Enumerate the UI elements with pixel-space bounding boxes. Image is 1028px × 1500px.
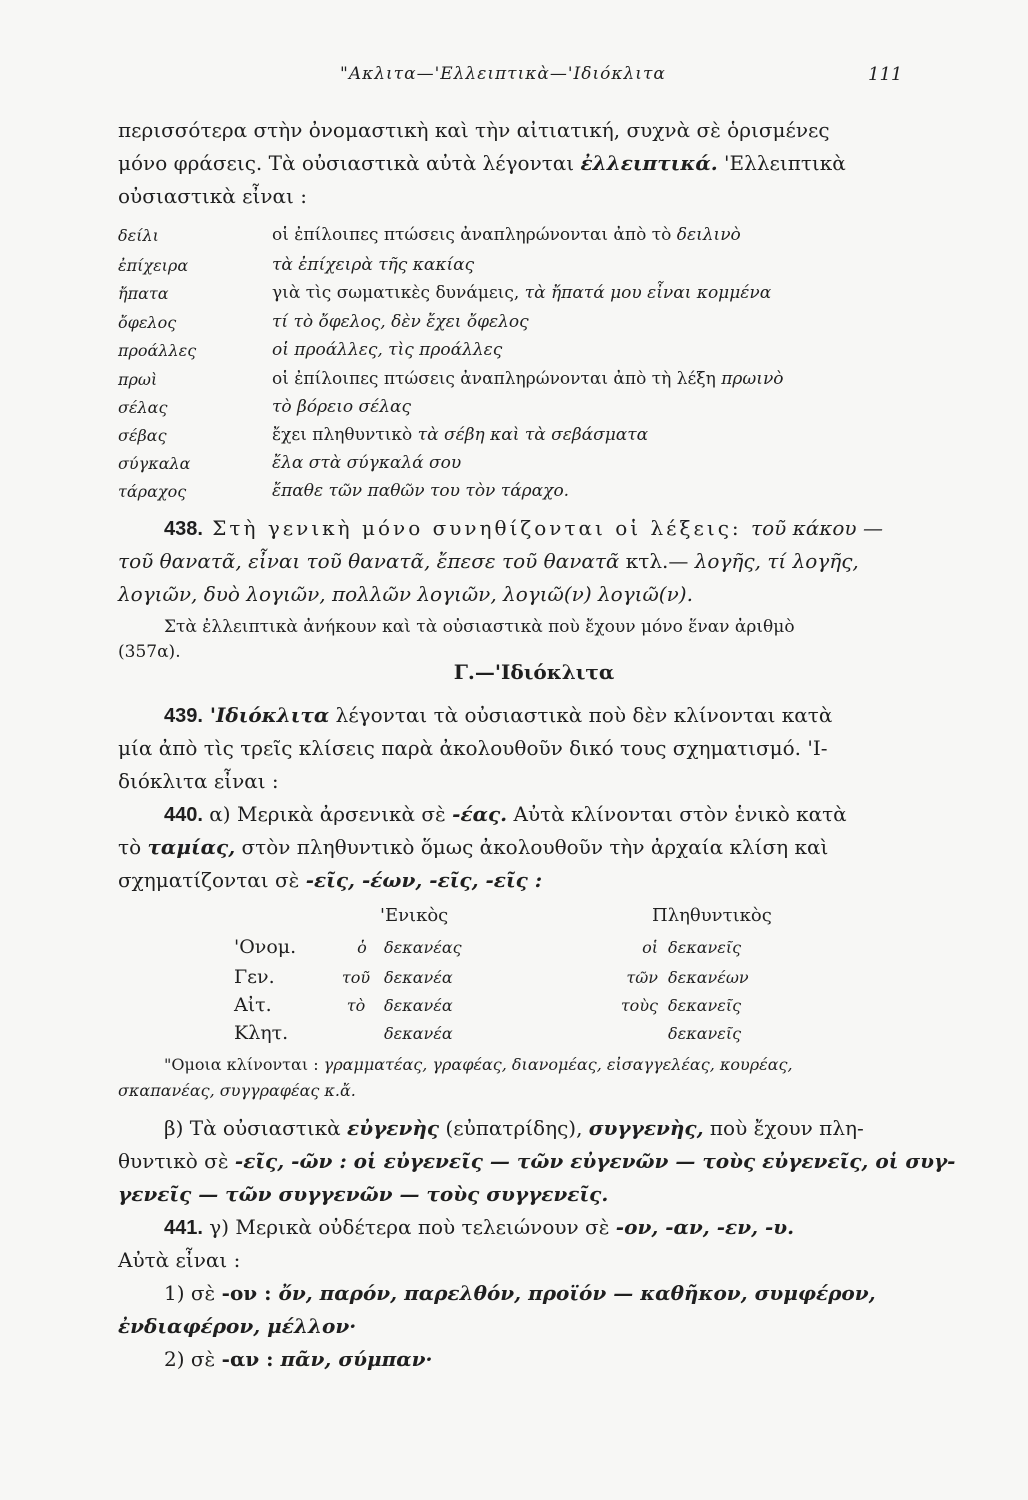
intro-line-3: οὐσιαστικὰ εἶναι :	[118, 184, 307, 208]
p438-text: κτλ.—	[619, 549, 695, 573]
intro-text-cont: 'Ελλειπτικὰ	[717, 151, 846, 175]
paragraph-438-line-2	[118, 549, 859, 573]
declension-pl-form: δεκανεῖς	[668, 938, 742, 957]
list-word: προάλλες	[118, 341, 197, 360]
list-example: ἔπαθε τῶν παθῶν του τὸν τάραχο.	[272, 481, 570, 501]
list-desc	[272, 425, 648, 445]
p441-examples: ὄν, παρόν, παρελθόν, προϊόν — καθῆκον, συμφέρον,	[271, 1281, 876, 1305]
p441-text: γ) Μερικὰ οὐδέτερα ποὺ τελειώνουν σὲ	[202, 1215, 616, 1239]
p440-example: ταμίας,	[147, 835, 236, 859]
declension-sg-form: δεκανέα	[384, 996, 453, 1015]
paragraph-number: 441.	[164, 1217, 203, 1239]
list-word: τάραχος	[118, 482, 187, 501]
declension-case: Γεν.	[234, 966, 275, 988]
list-desc	[272, 283, 771, 303]
list-desc	[272, 481, 569, 501]
p441-examples: πᾶν, σύμπαν·	[273, 1347, 433, 1371]
beta-text: (εὐπατρίδης),	[439, 1116, 589, 1140]
declension-pl-article: τοὺς	[620, 996, 658, 1015]
intro-line-1: περισσότερα στὴν ὀνομαστικὴ καὶ τὴν αἰτιατική, συχνὰ σὲ ὁρισμένες	[118, 118, 830, 142]
list-word: ἤπατα	[118, 284, 169, 303]
paragraph-438-line-4: Στὰ ἐλλειπτικὰ ἀνήκουν καὶ τὰ οὐσιαστικὰ ποὺ ἔχουν μόνο ἕναν ἀριθμὸ	[164, 617, 795, 637]
list-word: σέλας	[118, 398, 168, 417]
beta-text: θυντικὸ σὲ	[118, 1149, 235, 1173]
list-example: τὸ βόρειο σέλας	[272, 397, 412, 417]
list-example: πρωινὸ	[715, 369, 784, 389]
p440-text: τὸ	[118, 835, 148, 859]
similar-line-2: σκαπανέας, συγγραφέας κ.ἄ.	[118, 1081, 356, 1100]
list-example: οἱ προάλλες, τὶς προάλλες	[272, 340, 503, 360]
beta-example: εὐγενὴς	[347, 1116, 440, 1140]
list-desc	[272, 255, 474, 275]
term-elleiptika: ἐλλειπτικά.	[580, 151, 718, 175]
list-desc	[272, 225, 741, 245]
list-desc-text: γιὰ τὶς σωματικὲς δυνάμεις,	[272, 283, 520, 303]
paragraph-441-line-1	[164, 1215, 794, 1240]
paragraph-441-line-3	[164, 1281, 876, 1305]
paragraph-440-line-1	[164, 802, 847, 827]
declension-case: Αἰτ.	[234, 994, 272, 1016]
list-desc-text: ἔχει πληθυντικὸ	[272, 425, 413, 445]
section-title: Γ.—'Ιδιόκλιτα	[453, 660, 615, 684]
declension-pl-article: τῶν	[626, 968, 658, 987]
beta-example: -εῖς, -ῶν : οἱ εὐγενεῖς — τῶν εὐγενῶν — τοὺς εὐγενεῖς, οἱ συγ-	[234, 1149, 956, 1173]
list-example: δειλινὸ	[671, 225, 741, 245]
intro-text: μόνο φράσεις. Τὰ οὐσιαστικὰ αὐτὰ λέγονται	[118, 151, 581, 175]
p441-endings: -ον, -αν, -εν, -υ.	[615, 1215, 795, 1239]
paragraph-number: 440.	[164, 804, 203, 826]
similar-line-1	[164, 1055, 793, 1074]
declension-pl-article: οἱ	[642, 938, 658, 957]
declension-case: 'Ονομ.	[234, 936, 297, 958]
declension-sg-form: δεκανέας	[384, 938, 462, 957]
declension-header-plural: Πληθυντικὸς	[652, 905, 772, 926]
list-desc	[272, 397, 411, 417]
p440-text: σχηματίζονται σὲ	[118, 868, 306, 892]
p439-text: λέγονται τὰ οὐσιαστικὰ ποὺ δὲν κλίνονται κατὰ	[329, 703, 833, 727]
list-desc-text: οἱ ἐπίλοιπες πτώσεις ἀναπληρώνονται ἀπὸ τὴ λέξη	[272, 369, 716, 389]
p438-example: λογῆς, τί λογῆς,	[694, 549, 859, 573]
p438-example: τοῦ κάκου —	[751, 516, 883, 540]
paragraph-number: 439.	[164, 705, 203, 727]
paragraph-439-line-3: διόκλιτα εἶναι :	[118, 769, 279, 793]
list-word: σέβας	[118, 426, 167, 445]
paragraph-441-line-4: ἐνδιαφέρον, μέλλον·	[118, 1314, 357, 1338]
intro-line-2	[118, 151, 846, 175]
list-example: ἔλα στὰ σύγκαλά σου	[272, 453, 462, 473]
p440-text: Αὐτὰ κλίνονται στὸν ἑνικὸ κατὰ	[507, 802, 847, 826]
paragraph-441-line-5	[164, 1347, 433, 1371]
list-word: πρωὶ	[118, 370, 158, 389]
p440-endings: -εῖς, -έων, -εῖς, -εῖς :	[305, 868, 543, 892]
declension-case: Κλητ.	[234, 1022, 289, 1044]
beta-text: ποὺ ἔχουν πλη-	[703, 1116, 864, 1140]
list-desc	[272, 340, 502, 360]
paragraph-438-line-5: (357α).	[118, 642, 181, 662]
paragraph-441-line-2: Αὐτὰ εἶναι :	[118, 1248, 241, 1272]
running-header: "Ακλιτα—'Ελλειπτικὰ—'Ιδιόκλιτα	[340, 64, 666, 84]
list-desc	[272, 453, 461, 473]
paragraph-beta-line-2	[118, 1149, 955, 1173]
p440-ending: -έας.	[452, 802, 508, 826]
paragraph-440-line-2	[118, 835, 828, 859]
p438-example: τοῦ θανατᾶ, εἶναι τοῦ θανατᾶ, ἔπεσε τοῦ θανατᾶ	[118, 549, 620, 573]
list-word: ὄφελος	[118, 313, 177, 332]
list-word: ἐπίχειρα	[118, 256, 189, 275]
p441-ending: -ον :	[221, 1281, 272, 1305]
p441-text: 1) σὲ	[164, 1281, 222, 1305]
list-word: σύγκαλα	[118, 454, 191, 473]
paragraph-439-line-2: μία ἀπὸ τὶς τρεῖς κλίσεις παρὰ ἀκολουθοῦν δικό τους σχηματισμό. 'Ι-	[118, 736, 828, 760]
p441-text: 2) σὲ	[164, 1347, 222, 1371]
paragraph-438-line-1	[164, 516, 883, 541]
paragraph-439-line-1	[164, 703, 832, 728]
declension-pl-form: δεκανεῖς	[668, 996, 742, 1015]
similar-examples: γραμματέας, γραφέας, διανομέας, εἰσαγγελέας, κουρέας,	[318, 1055, 793, 1074]
list-example: τὰ ἤπατά μου εἶναι κομμένα	[519, 283, 772, 303]
declension-pl-form: δεκανέων	[668, 968, 749, 987]
term-idioklita: 'Ιδιόκλιτα	[202, 703, 330, 727]
list-desc	[272, 369, 784, 389]
list-desc-text: οἱ ἐπίλοιπες πτώσεις ἀναπληρώνονται ἀπὸ τὸ	[272, 225, 672, 245]
list-example: τί τὸ ὄφελος, δὲν ἔχει ὄφελος	[272, 312, 529, 332]
beta-text: β) Τὰ οὐσιαστικὰ	[164, 1116, 348, 1140]
p441-ending: -αν :	[221, 1347, 274, 1371]
paragraph-440-line-3	[118, 868, 542, 892]
paragraph-beta-line-3: γενεῖς — τῶν συγγενῶν — τοὺς συγγενεῖς.	[118, 1182, 609, 1206]
p440-text: α) Μερικὰ ἀρσενικὰ σὲ	[202, 802, 453, 826]
list-example: τὰ ἐπίχειρὰ τῆς κακίας	[272, 255, 475, 275]
declension-sg-article: τὸ	[346, 996, 366, 1015]
declension-sg-form: δεκανέα	[384, 1024, 453, 1043]
p440-text: στὸν πληθυντικὸ ὅμως ἀκολουθοῦν τὴν ἀρχαία κλίση καὶ	[235, 835, 829, 859]
paragraph-438-line-3: λογιῶν, δυὸ λογιῶν, πολλῶν λογιῶν, λογιῶ(ν) λογιῶ(ν).	[118, 582, 693, 606]
beta-example: συγγενὴς,	[588, 1116, 704, 1140]
list-word: δείλι	[118, 226, 159, 245]
similar-label: "Ομοια κλίνονται :	[164, 1055, 319, 1074]
paragraph-number: 438.	[164, 518, 203, 540]
declension-sg-article: τοῦ	[341, 968, 371, 987]
declension-pl-form: δεκανεῖς	[668, 1024, 742, 1043]
paragraph-beta-line-1	[164, 1116, 864, 1140]
declension-header-singular: 'Ενικὸς	[380, 905, 449, 926]
page-number: 111	[868, 64, 903, 85]
list-desc	[272, 312, 529, 332]
p438-text: Στὴ γενικὴ μόνο συνηθίζονται οἱ λέξεις:	[202, 516, 752, 540]
declension-sg-form: δεκανέα	[384, 968, 453, 987]
list-example: τὰ σέβη καὶ τὰ σεβάσματα	[412, 425, 649, 445]
declension-sg-article: ὁ	[357, 938, 367, 957]
